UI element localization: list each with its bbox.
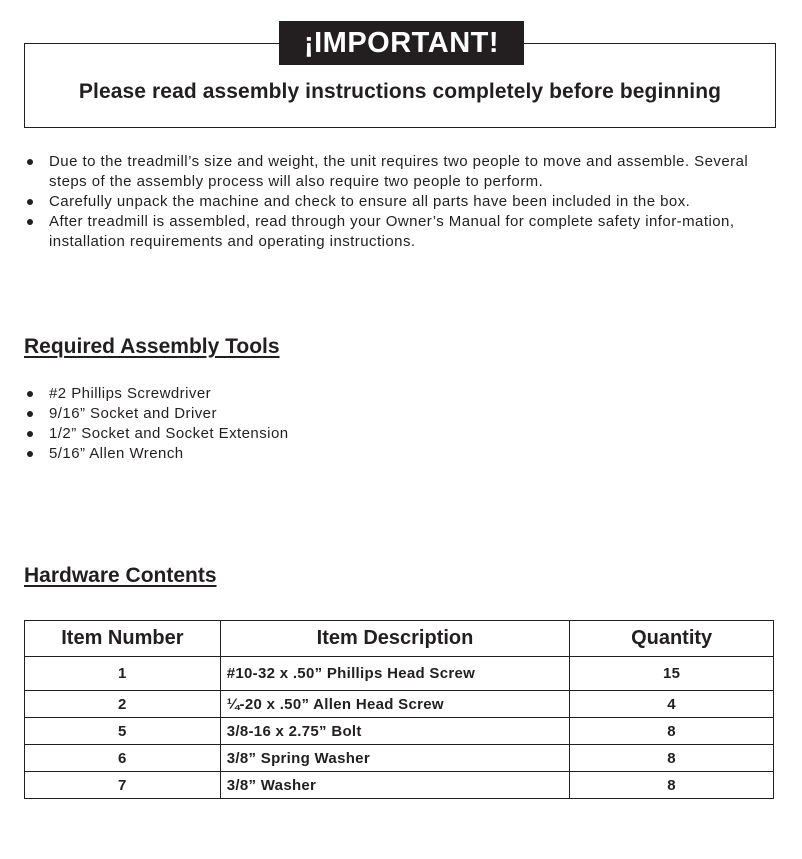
important-badge: ¡IMPORTANT! [279, 21, 524, 65]
quantity-cell: 4 [570, 691, 774, 718]
tool-item: 1/2” Socket and Socket Extension [24, 424, 524, 444]
tools-list [24, 384, 524, 464]
item-number-cell: 2 [25, 691, 221, 718]
item-number-cell: 5 [25, 718, 221, 745]
quantity-cell: 15 [570, 657, 774, 691]
table-row [25, 691, 774, 718]
item-description-cell: 3/8” Washer [220, 772, 570, 799]
table-row [25, 745, 774, 772]
item-number-cell: 7 [25, 772, 221, 799]
column-header-quantity: Quantity [570, 621, 774, 657]
quantity-cell: 8 [570, 745, 774, 772]
tool-item: 9/16” Socket and Driver [24, 404, 524, 424]
hardware-heading: Hardware Contents [24, 564, 217, 587]
tool-item: 5/16” Allen Wrench [24, 444, 524, 464]
item-number-cell: 1 [25, 657, 221, 691]
intro-bullet: Carefully unpack the machine and check to ensure all parts have been included in the box. [24, 192, 769, 212]
item-description-cell: 3/8” Spring Washer [220, 745, 570, 772]
hardware-table [24, 620, 774, 799]
item-description-cell: 3/8-16 x 2.75” Bolt [220, 718, 570, 745]
table-row [25, 657, 774, 691]
table-row [25, 772, 774, 799]
tools-heading: Required Assembly Tools [24, 335, 280, 358]
quantity-cell: 8 [570, 718, 774, 745]
item-description-cell: ¼-20 x .50” Allen Head Screw [220, 691, 570, 718]
intro-bullet-list [24, 152, 769, 252]
item-number-cell: 6 [25, 745, 221, 772]
tool-item: #2 Phillips Screwdriver [24, 384, 524, 404]
intro-bullet: After treadmill is assembled, read through your Owner’s Manual for complete safety infor-mation, installation requirements and operating instructions. [24, 212, 769, 252]
table-row [25, 718, 774, 745]
important-message: Please read assembly instructions completely before beginning [78, 80, 722, 103]
quantity-cell: 8 [570, 772, 774, 799]
column-header-item-description: Item Description [220, 621, 570, 657]
item-description-cell: #10-32 x .50” Phillips Head Screw [220, 657, 570, 691]
table-header-row [25, 621, 774, 657]
intro-bullet: Due to the treadmill’s size and weight, the unit requires two people to move and assemble. Several steps of the assembly process will also require two people to perform. [24, 152, 769, 192]
column-header-item-number: Item Number [25, 621, 221, 657]
